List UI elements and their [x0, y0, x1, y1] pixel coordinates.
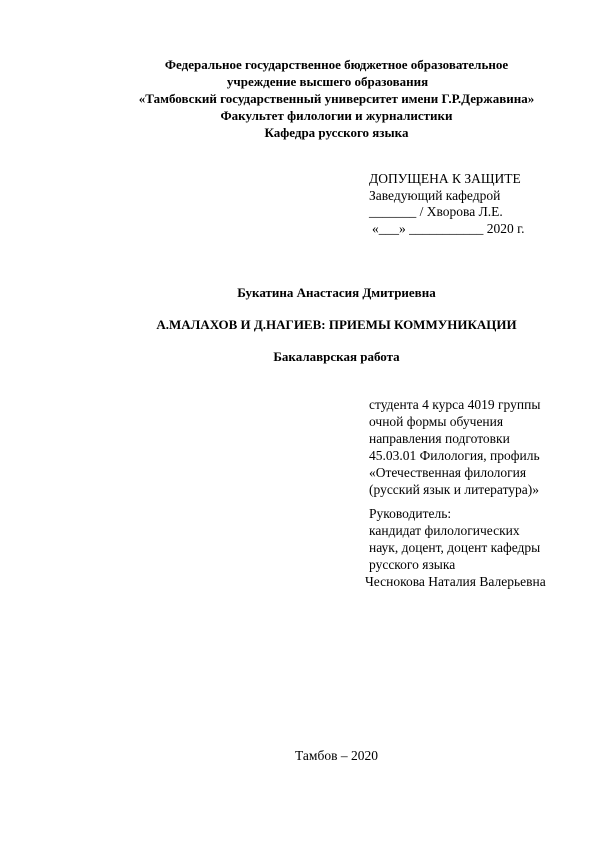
student-line: очной формы обучения [369, 414, 504, 429]
work-type: Бакалаврская работа [273, 349, 400, 364]
student-line: направления подготовки [369, 431, 510, 446]
city-year: Тамбов – 2020 [295, 748, 378, 763]
header-line-university: «Тамбовский государственный университет имени Г.Р.Державина» [138, 91, 535, 106]
supervisor-line: наук, доцент, доцент кафедры [369, 540, 541, 555]
student-line: «Отечественная филология [369, 465, 527, 480]
supervisor-line: русского языка [369, 557, 456, 572]
student-line: 45.03.01 Филология, профиль [369, 448, 540, 463]
student-line: студента 4 курса 4019 группы [369, 397, 541, 412]
header-line-department: Кафедра русского языка [264, 125, 409, 140]
header-line-institution-type: учреждение высшего образования [226, 74, 429, 89]
student-info [369, 396, 540, 498]
header-line-agency: Федеральное государственное бюджетное образовательное [164, 57, 509, 72]
institution-header [0, 56, 595, 141]
supervisor-label: Руководитель: [369, 506, 452, 521]
header-line-faculty: Факультет филологии и журналистики [220, 108, 453, 123]
supervisor-info [365, 505, 546, 590]
author-name: Букатина Анастасия Дмитриевна [237, 285, 436, 300]
work-title: А.МАЛАХОВ И Д.НАГИЕВ: ПРИЕМЫ КОММУНИКАЦИИ [156, 317, 517, 332]
supervisor-name: Чеснокова Наталия Валерьевна [365, 574, 546, 589]
supervisor-line: кандидат филологических [369, 523, 520, 538]
approval-date: «___» ___________ 2020 г. [372, 220, 525, 236]
approval-signature: _______ / Хворова Л.Е. [369, 204, 503, 219]
approval-title: ДОПУЩЕНА К ЗАЩИТЕ [369, 171, 521, 186]
student-line: (русский язык и литература)» [369, 482, 540, 497]
approval-block [369, 171, 525, 237]
approval-position: Заведующий кафедрой [369, 187, 501, 203]
